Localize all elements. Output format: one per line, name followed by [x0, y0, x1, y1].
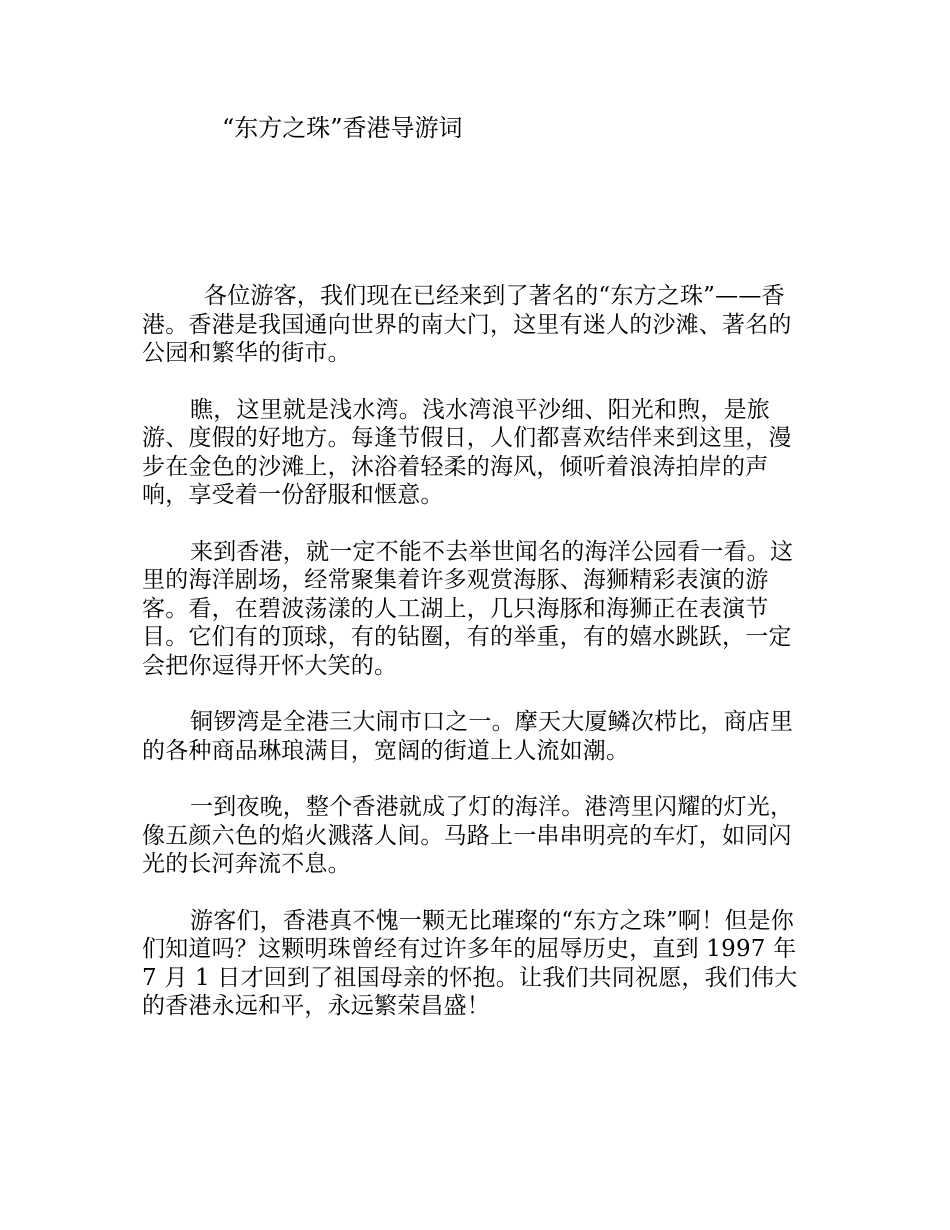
paragraph-closing: 游客们，香港真不愧一颗无比璀璨的“东方之珠”啊！但是你们知道吗？这颗明珠曾经有过许多年的屈辱历史，直到 1997 年 7 月 1 日才回到了祖国母亲的怀抱。让我们共同祝愿，我们伟大的香港永远和平，永远繁荣昌盛！ [142, 907, 798, 1019]
paragraph-repulse-bay: 瞧，这里就是浅水湾。浅水湾浪平沙细、阳光和煦，是旅游、度假的好地方。每逢节假日，人们都喜欢结伴来到这里，漫步在金色的沙滩上，沐浴着轻柔的海风，倾听着浪涛拍岸的声响，享受着一份舒服和惬意。 [142, 396, 792, 508]
document-title: “东方之珠”香港导游词 [222, 114, 463, 142]
paragraph-causeway-bay: 铜锣湾是全港三大闹市口之一。摩天大厦鳞次栉比，商店里的各种商品琳琅满目，宽阔的街道上人流如潮。 [142, 709, 794, 764]
paragraph-night-view: 一到夜晚，整个香港就成了灯的海洋。港湾里闪耀的灯光，像五颜六色的焰火溅落人间。马路上一串串明亮的车灯，如同闪光的长河奔流不息。 [142, 794, 794, 877]
document-body [142, 282, 812, 1049]
paragraph-intro: 各位游客，我们现在已经来到了著名的“东方之珠”——香港。香港是我国通向世界的南大门，这里有迷人的沙滩、著名的公园和繁华的街市。 [142, 283, 792, 366]
paragraph-ocean-park: 来到香港，就一定不能不去举世闻名的海洋公园看一看。这里的海洋剧场，经常聚集着许多观赏海豚、海狮精彩表演的游客。看，在碧波荡漾的人工湖上，几只海豚和海狮正在表演节目。它们有的顶球，有的钻圈，有的举重，有的嬉水跳跃，一定会把你逗得开怀大笑的。 [142, 538, 794, 679]
